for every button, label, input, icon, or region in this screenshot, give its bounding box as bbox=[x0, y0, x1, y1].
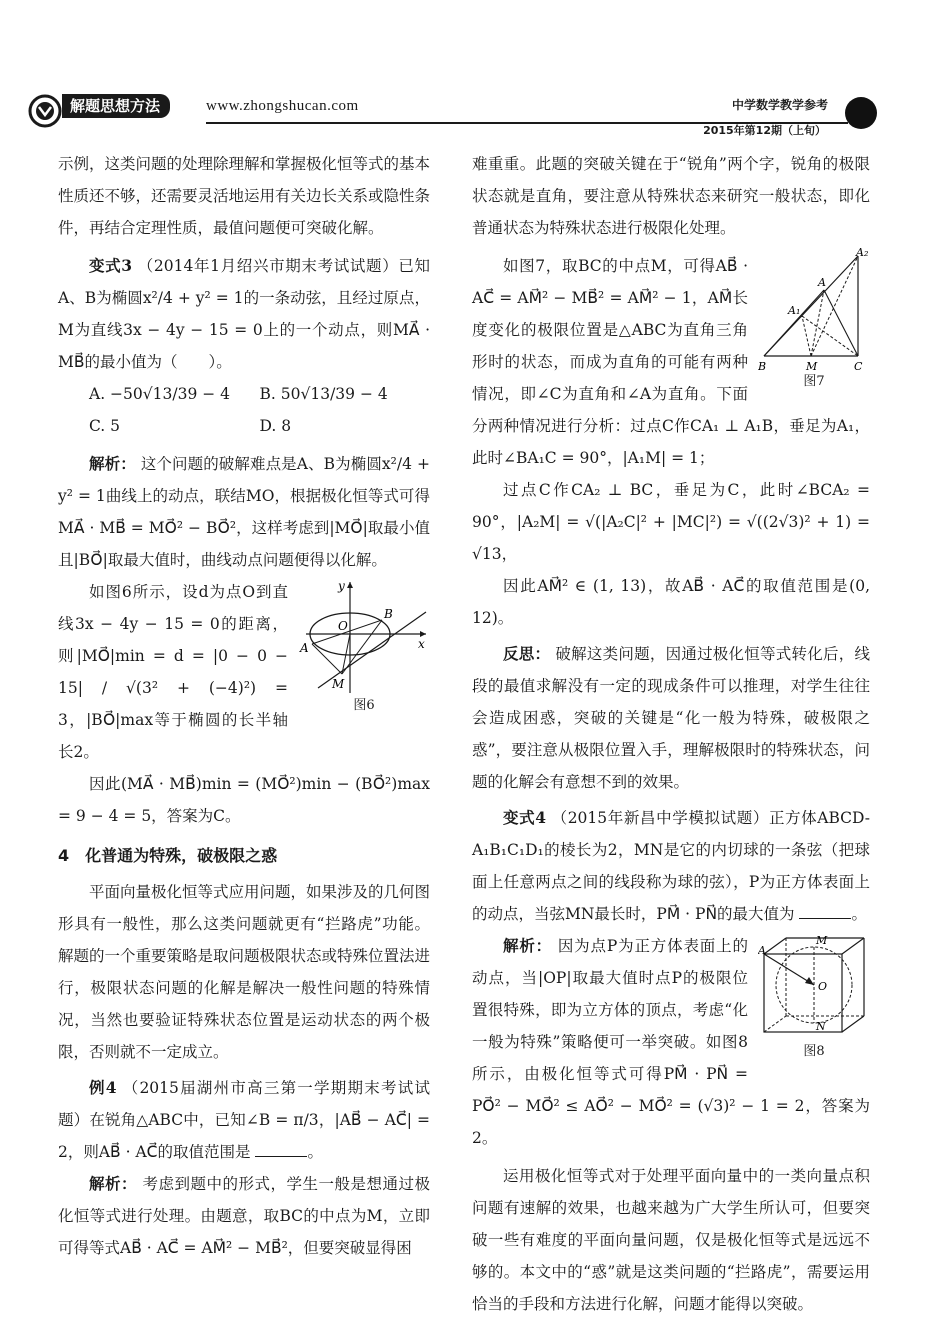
label-a: A bbox=[300, 641, 309, 655]
label-o: O bbox=[818, 980, 828, 993]
figure-8-caption: 图8 bbox=[803, 1044, 825, 1059]
figure-7-diagram bbox=[758, 246, 870, 374]
page-header bbox=[28, 92, 918, 137]
journal-name: 中学数学教学参考 bbox=[731, 98, 828, 112]
figure-7-caption: 图7 bbox=[803, 374, 825, 389]
figure-8-diagram bbox=[758, 932, 870, 1044]
label-b: B bbox=[384, 607, 393, 621]
solution-4 bbox=[58, 1168, 430, 1264]
paragraph: 如图6所示，设d为点O到直线3x − 4y − 15 = 0的距离，则|MO⃗|min = d = |0 − 0 − 15| / √(3² + (−4)²) = 3，|BO⃗|max等于椭圆的长半轴长2。 bbox=[58, 583, 288, 761]
variant-3 bbox=[58, 250, 430, 378]
variant-text: （2014年1月绍兴市期末考试试题）已知A、B为椭圆x²/4 + y² = 1的一条动弦，且经过原点，M为直线3x − 4y − 15 = 0上的一个动点，则MA⃗ · MB⃗的最小值为（ ）。 bbox=[58, 257, 430, 371]
issue-label: 2015年第12期（上旬） bbox=[703, 124, 826, 137]
section-heading: 4 化普通为特殊，破极限之惑 bbox=[58, 846, 278, 865]
reflection-text: 破解这类问题，因通过极化恒等式转化后，线段的最值求解没有一定的现成条件可以推理，对学生往往会造成困惑，突破的关键是“化一般为特殊，破极限之惑”，要注意从极限位置入手，理解极限时的特殊状态，问题的化解会有意想不到的效果。 bbox=[472, 645, 870, 791]
solution-label: 解析： bbox=[89, 454, 136, 473]
paragraph: 因此AM⃗² ∈ (1, 13)，故AB⃗ · AC⃗的取值范围是(0, 12)。 bbox=[472, 577, 870, 627]
paragraph: 难重重。此题的突破关键在于“锐角”两个字，锐角的极限状态就是直角，要注意从特殊状态来研究一般状态，即化普通状态为特殊状态进行极限化处理。 bbox=[472, 155, 870, 237]
paragraph: 因此(MA⃗ · MB⃗)min = (MO⃗²)min − (BO⃗²)max = 9 − 4 = 5，答案为C。 bbox=[58, 775, 430, 825]
label-o: O bbox=[338, 619, 348, 633]
example-label: 例4 bbox=[89, 1078, 117, 1097]
solution-text: 因为点P为正方体表面上的动点，当|OP|取最大值时点P的极限位置很特殊，即为立方体的顶点，考虑“化一般为特殊”策略便可一举突破。如图8所示，由极化恒等式可得PM⃗ · PN⃗ = PO⃗² − MO⃗² ≤ AO⃗² − MO⃗² = (√3)² − 1 = 2，答案为2。 bbox=[472, 937, 870, 1147]
label-a2: A₂ bbox=[856, 246, 869, 259]
paragraph: 过点C作CA₂ ⊥ BC，垂足为C，此时∠BCA₂ = 90°，|A₂M| = √(|A₂C|² + |MC|²) = √((2√3)² + 1) = √13， bbox=[472, 481, 870, 563]
option-b: B. 50√13/39 − 4 bbox=[259, 385, 388, 403]
section-logo-icon bbox=[28, 94, 62, 128]
figure-6-caption: 图6 bbox=[353, 698, 375, 713]
label-c: C bbox=[854, 360, 863, 373]
paragraph: 如图7，取BC的中点M，可得AB⃗ · AC⃗ = AM⃗² − MB⃗² = AM⃗² − 1，AM⃗长度变化的极限位置是△ABC为直角三角形时的状态，而成为直角的可能有两种情况，即∠C为直角和∠A为直角。下面分两种情况进行分析：过点C作CA₁ ⊥ A₁B，垂足为A₁，此时∠BA₁C = 90°，|A₁M| = 1； bbox=[472, 257, 870, 467]
reflection-label: 反思： bbox=[503, 644, 551, 663]
example-4: 例4 （2015届湖州市高三第一学期期末考试试题）在锐角△ABC中，已知∠B = π/3，|AB⃗ − AC⃗| = 2，则AB⃗ · AC⃗的取值范围是 。 bbox=[58, 1078, 430, 1161]
paragraph: 平面向量极化恒等式应用问题，如果涉及的几何图形具有一般性，那么这类问题就更有“拦路虎”功能。解题的一个重要策略是取问题极限状态或特殊位置法进行，极限状态问题的化解是解决一般性问题的特殊情况，当然也要验证特殊状态位置是运动状态的两个极限，否则就不一定成立。 bbox=[58, 883, 431, 1061]
label-n: N bbox=[816, 1020, 826, 1033]
figure-6 bbox=[298, 578, 430, 714]
variant-text: （2015年新昌中学模拟试题）正方体ABCD-A₁B₁C₁D₁的棱长为2，MN是它的内切球的一条弦（把球面上任意两点之间的线段称为球的弦），P为正方体表面上的动点，当弦MN最长时，PM⃗ · PN⃗的最大值为 bbox=[472, 809, 870, 923]
paragraph: 运用极化恒等式对于处理平面向量中的一类向量点积问题有速解的效果，也越来越为广大学生所认可，但要突破一些有难度的平面向量问题，仅是极化恒等式是远远不够的。本文中的“惑”就是这类问题的“拦路虎”，需要运用恰当的手段和方法进行化解，问题才能得以突破。 bbox=[472, 1167, 870, 1313]
right-column bbox=[472, 148, 870, 1320]
figure-7 bbox=[758, 246, 870, 390]
answer-options bbox=[58, 378, 430, 442]
figure-8 bbox=[758, 932, 870, 1060]
label-a1: A₁ bbox=[788, 304, 801, 317]
variant-label: 变式4 bbox=[503, 808, 547, 827]
site-url: www.zhongshucan.com bbox=[206, 98, 359, 114]
label-b: B bbox=[758, 360, 767, 373]
answer-blank bbox=[255, 1138, 307, 1157]
solution-label: 解析： bbox=[89, 1174, 138, 1193]
figure-6-diagram bbox=[298, 578, 430, 698]
example-text: （2015届湖州市高三第一学期期末考试试题）在锐角△ABC中，已知∠B = π/3，|AB⃗ − AC⃗| = 2，则AB⃗ · AC⃗的取值范围是 bbox=[58, 1079, 430, 1161]
option-a: A. −50√13/39 − 4 bbox=[89, 385, 231, 403]
option-d: D. 8 bbox=[259, 417, 292, 435]
solution-text: 这个问题的破解难点是A、B为椭圆x²/4 + y² = 1曲线上的动点，联结MO，根据极化恒等式可得MA⃗ · MB⃗ = MO⃗² − BO⃗²，这样考虑到|MO⃗|取最小值且|BO⃗|取最大值时，曲线动点问题便得以化解。 bbox=[58, 455, 430, 569]
variant-4: 变式4 （2015年新昌中学模拟试题）正方体ABCD-A₁B₁C₁D₁的棱长为2，MN是它的内切球的一条弦（把球面上任意两点之间的线段称为球的弦），P为正方体表面上的动点，当弦MN最长时，PM⃗ · PN⃗的最大值为 。 bbox=[472, 808, 870, 923]
section-tag: 解题思想方法 bbox=[62, 94, 170, 118]
solution-label: 解析： bbox=[503, 936, 553, 955]
reflection bbox=[472, 638, 870, 798]
solution-3 bbox=[58, 448, 430, 576]
header-dot-icon bbox=[844, 96, 878, 130]
solution-text: 考虑到题中的形式，学生一般是想通过极化恒等式进行处理。由题意，取BC的中点为M，立即可得等式AB⃗ · AC⃗ = AM⃗² − MB⃗²，但要突破显得困 bbox=[58, 1175, 430, 1257]
label-y: y bbox=[338, 579, 345, 593]
answer-blank bbox=[799, 900, 851, 919]
left-column bbox=[58, 148, 430, 1264]
paragraph: 示例，这类问题的处理除理解和掌握极化恒等式的基本性质还不够，还需要灵活地运用有关边长关系或隐性条件，再结合定理性质，最值问题便可突破化解。 bbox=[58, 155, 431, 237]
variant-label: 变式3 bbox=[89, 256, 133, 275]
label-m: M bbox=[806, 360, 818, 373]
label-x: x bbox=[418, 637, 425, 651]
label-a: A bbox=[758, 944, 766, 957]
label-m: M bbox=[332, 677, 345, 691]
label-a: A bbox=[818, 276, 826, 289]
label-m: M bbox=[816, 934, 828, 947]
option-c: C. 5 bbox=[89, 417, 121, 435]
